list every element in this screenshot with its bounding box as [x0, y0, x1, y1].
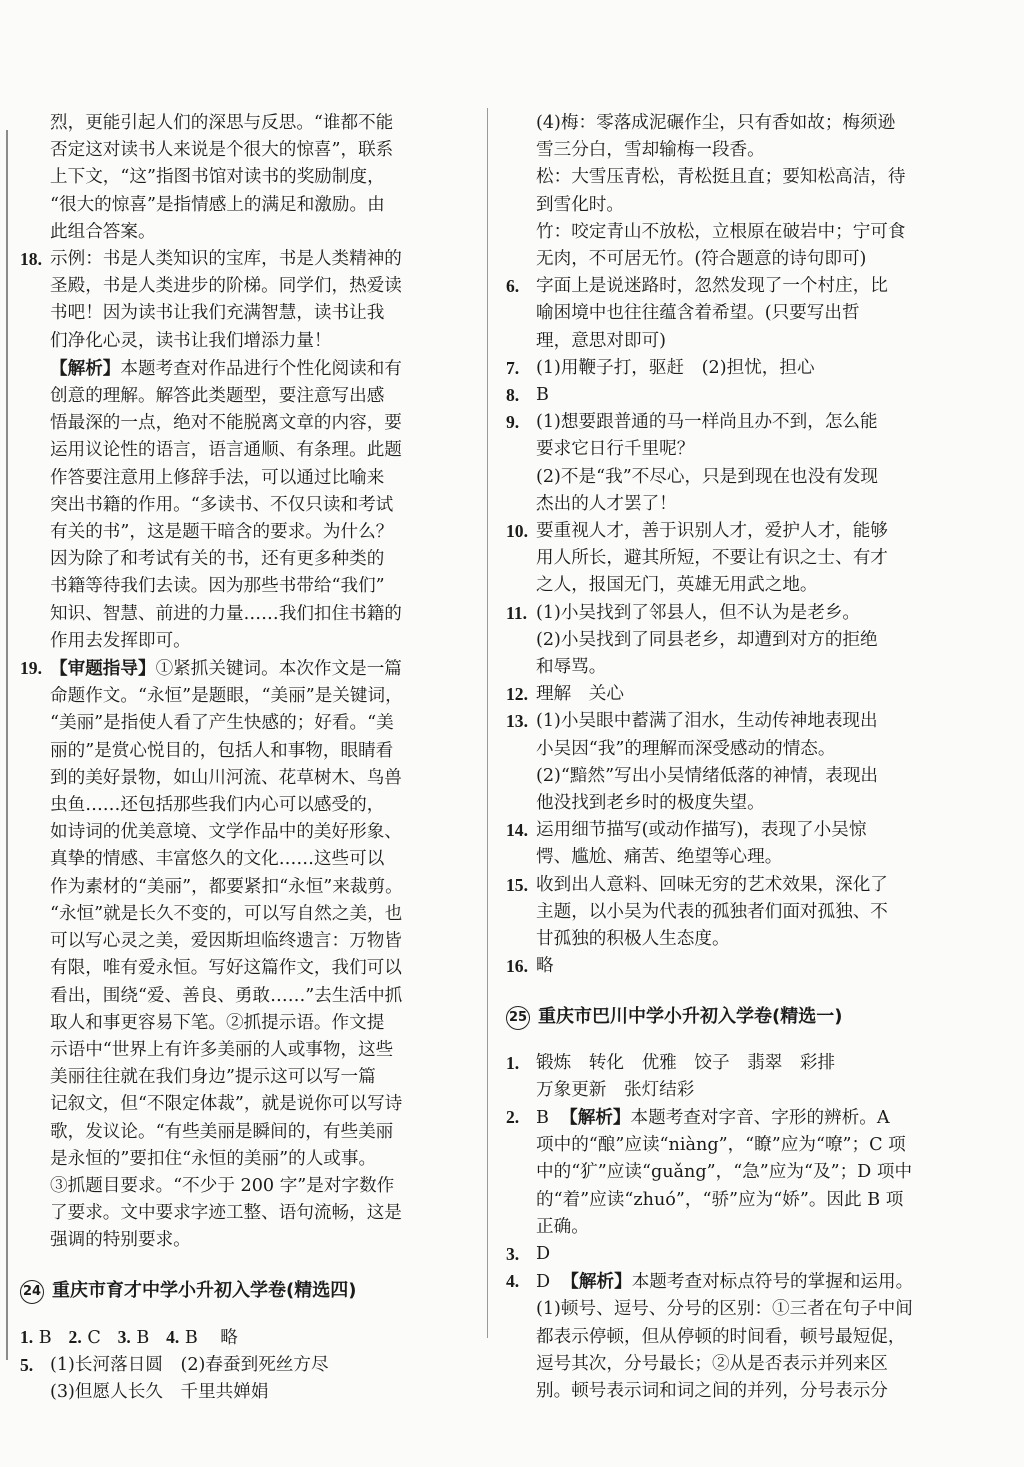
answer-13: [506, 708, 958, 817]
answer-11: [506, 600, 958, 682]
text-line: 记叙文，但“不限定体裁”，就是说你可以写诗: [50, 1094, 403, 1115]
question-number: 4.: [506, 1271, 520, 1292]
question-number: 15.: [506, 874, 528, 895]
text-line: 要重视人才，善于识别人才，爱护人才，能够: [536, 521, 888, 542]
question-number: 3.: [117, 1326, 131, 1347]
answer-5-continuation: [506, 110, 958, 273]
text-line: (2)“黯然”写出小吴情绪低落的神情，表现出: [536, 765, 879, 786]
question-number: 2.: [506, 1106, 520, 1127]
text-line: 无肉，不可居无竹。(符合题意的诗句即可): [536, 249, 867, 270]
text-line: 作答要注意用上修辞手法，可以通过比喻来: [50, 467, 385, 488]
text-line: 上下文，“这”指图书馆对读书的奖励制度，: [50, 167, 385, 188]
answer-s1: [506, 1050, 958, 1104]
text-line: 美丽往往就在我们身边”提示这可以写一篇: [50, 1067, 376, 1088]
analysis-tag: 【解析】: [560, 1106, 631, 1128]
text-line: 略: [536, 956, 554, 977]
answer-value: B: [38, 1327, 52, 1348]
answer-s2: [506, 1104, 958, 1241]
answer-9: [506, 409, 958, 518]
text-line: 突出书籍的作用。“多读书、不仅只读和考试: [50, 494, 394, 515]
question-number: 1.: [506, 1052, 520, 1073]
text-line: (1)顿号、逗号、分号的区别：①三者在句子中间: [536, 1299, 913, 1320]
text-line: (1)想要跟普通的马一样尚且办不到，怎么能: [536, 412, 878, 433]
text-line: 都表示停顿，但从停顿的时间看，顿号最短促，: [536, 1326, 906, 1347]
text-line: 别。顿号表示词和词之间的并列，分号表示分: [536, 1380, 888, 1401]
text-line: 本题考查对字音、字形的辨析。A: [630, 1107, 890, 1128]
text-line: (1)用鞭子打，驱赶 (2)担忧，担心: [536, 357, 815, 378]
text-line: 和辱骂。: [536, 657, 607, 678]
text-line: 书籍等待我们去读。因为那些书带给“我们”: [50, 576, 385, 597]
text-line: 收到出人意料、回味无穷的艺术效果，深化了: [536, 874, 888, 895]
answer-19: [20, 655, 478, 1254]
text-line: 丽的”是赏心悦目的，包括人和事物，眼睛看: [50, 740, 394, 761]
answer-5: [20, 1352, 478, 1406]
answer-s3: [506, 1241, 958, 1268]
text-line: (4)梅：零落成泥碾作尘，只有香如故；梅须逊: [536, 113, 896, 133]
question-number: 11.: [506, 602, 528, 623]
answer-6: [506, 273, 958, 355]
text-line: (1)长河落日圆 (2)春蚕到死丝方尽: [50, 1354, 329, 1375]
question-number: 1.: [20, 1326, 34, 1347]
section-24-title: [20, 1277, 478, 1304]
answer-18: [20, 246, 478, 655]
text-line: 取人和事更容易下笔。②抓提示语。作文提: [50, 1012, 385, 1033]
text-line: 此组合答案。: [50, 221, 156, 242]
answer-15: [506, 872, 958, 954]
answer-12: [506, 681, 958, 708]
text-line: (2)不是“我”不尽心，只是到现在也没有发现: [536, 466, 879, 487]
text-line: 的“着”应读“zhuó”，“骄”应为“娇”。因此 B 项: [536, 1189, 904, 1210]
text-line: (1)小吴眼中蓄满了泪水，生动传神地表现出: [536, 711, 878, 732]
answers-1-4: [20, 1324, 478, 1352]
analysis-tag: 【解析】: [50, 357, 121, 379]
text-line: 理解 关心: [536, 684, 624, 705]
answer-17-continuation: [20, 110, 478, 246]
answer-8: [506, 382, 958, 409]
text-line: ①紧抓关键词。本次作文是一篇: [155, 659, 402, 680]
answer-value: D: [536, 1272, 551, 1293]
guidance-tag: 【审题指导】: [50, 658, 156, 680]
text-line: 正确。: [536, 1216, 589, 1237]
text-line: 创意的理解。解答此类题型，要注意写出感: [50, 386, 385, 407]
text-line: B: [536, 385, 549, 406]
analysis-tag: 【解析】: [561, 1271, 632, 1293]
text-line: 否定这对读书人来说是个很大的惊喜”，联系: [50, 140, 394, 161]
answer-10: [506, 518, 958, 600]
text-line: 竹：咬定青山不放松，立根原在破岩中；宁可食: [536, 221, 906, 242]
answer-value: C: [87, 1327, 101, 1348]
text-line: 因为除了和考试有关的书，还有更多种类的: [50, 549, 385, 570]
text-line: “很大的惊喜”是指情感上的满足和激励。由: [50, 194, 385, 215]
text-line: “美丽”是指使人看了产生快感的；好看。“美: [50, 713, 394, 734]
text-line: (2)小吴找到了同县老乡，却遭到对方的拒绝: [536, 629, 878, 650]
text-line: 们净化心灵，读书让我们增添力量！: [50, 330, 332, 351]
section-number-badge: 24: [20, 1280, 44, 1304]
text-line: 知识、智慧、前进的力量……我们扣住书籍的: [50, 603, 402, 624]
answer-value: B: [136, 1327, 150, 1348]
text-line: 强调的特别要求。: [50, 1230, 191, 1251]
text-line: ③抓题目要求。“不少于 200 字”是对字数作: [50, 1175, 395, 1196]
text-line: 运用议论性的语言，语言通顺、有条理。此题: [50, 440, 402, 461]
text-line: 了要求。文中要求字迹工整、语句流畅，这是: [50, 1203, 402, 1224]
section-number-badge: 25: [506, 1006, 530, 1030]
question-number: 9.: [506, 412, 520, 433]
right-column: [506, 110, 958, 1405]
text-line: 到雪化时。: [536, 194, 624, 215]
text-line: 要求它日行千里呢？: [536, 439, 695, 460]
left-column: [20, 110, 478, 1406]
text-line: 到的美好景物，如山川河流、花草树木、鸟兽: [50, 767, 402, 788]
text-line: 松：大雪压青松，青松挺且直；要知松高洁，待: [536, 167, 906, 188]
text-line: 本题考查对作品进行个性化阅读和有: [120, 358, 402, 379]
question-number: 16.: [506, 956, 528, 977]
text-line: 书吧！因为读书让我们充满智慧，读书让我: [50, 303, 385, 324]
answer-16: [506, 953, 958, 980]
question-number: 4.: [166, 1326, 180, 1347]
text-line: 理，意思对即可): [536, 330, 667, 351]
text-line: 运用细节描写(或动作描写)，表现了小吴惊: [536, 820, 867, 841]
question-number: 2.: [68, 1326, 82, 1347]
text-line: 用人所长，避其所短，不要让有识之士、有才: [536, 548, 888, 569]
answer-value: D: [536, 1243, 551, 1264]
question-number: 7.: [506, 357, 520, 378]
text-line: 项中的“酿”应读“niàng”，“瞭”应为“嘹”；C 项: [536, 1135, 906, 1156]
question-number: 8.: [506, 385, 520, 406]
text-line: 示例：书是人类知识的宝库，书是人类精神的: [50, 249, 402, 270]
text-line: 万象更新 张灯结彩: [536, 1079, 695, 1100]
text-line: 愕、尴尬、痛苦、绝望等心理。: [536, 847, 783, 868]
text-line: 主题，以小吴为代表的孤独者们面对孤独、不: [536, 901, 888, 922]
question-number: 10.: [506, 521, 528, 542]
answer-value: B: [536, 1107, 549, 1128]
text-line: 之人，报国无门，英雄无用武之地。: [536, 575, 818, 596]
text-line: 烈，更能引起人们的深思与反思。“谁都不能: [50, 113, 394, 133]
text-line: 他没找到老乡时的极度失望。: [536, 793, 765, 814]
question-number: 5.: [20, 1354, 34, 1375]
text-line: 有限，唯有爱永恒。写好这篇作文，我们可以: [50, 958, 402, 979]
text-line: 甘孤独的积极人生态度。: [536, 929, 730, 950]
text-line: 字面上是说迷路时，忽然发现了一个村庄，比: [536, 276, 888, 297]
text-line: 如诗词的优美意境、文学作品中的美好形象、: [50, 822, 402, 843]
answer-value: 略: [220, 1327, 238, 1348]
answer-7: [506, 355, 958, 382]
text-line: 命题作文。“永恒”是题眼，“美丽”是关键词，: [50, 686, 403, 707]
question-number: 18.: [20, 249, 42, 270]
text-line: “永恒”就是长久不变的，可以写自然之美，也: [50, 903, 403, 924]
question-number: 19.: [20, 658, 42, 679]
text-line: (1)小吴找到了邻县人，但不认为是老乡。: [536, 602, 861, 623]
text-line: 中的“犷”应读“guǎng”，“急”应为“及”；D 项中: [536, 1162, 913, 1183]
text-line: 看出，围绕“爱、善良、勇敢……”去生活中抓: [50, 985, 403, 1006]
text-line: 可以写心灵之美，爱因斯坦临终遗言：万物皆: [50, 931, 402, 952]
text-line: 示语中“世界上有许多美丽的人或事物，这些: [50, 1039, 394, 1060]
question-number: 12.: [506, 684, 528, 705]
question-number: 6.: [506, 276, 520, 297]
text-line: 歌，发议论。“有些美丽是瞬间的，有些美丽: [50, 1121, 394, 1142]
text-line: 杰出的人才罢了！: [536, 493, 677, 514]
question-number: 14.: [506, 820, 528, 841]
text-line: 小吴因“我”的理解而深受感动的情态。: [536, 738, 836, 759]
section-title-text: 重庆市育才中学小升初入学卷(精选四): [52, 1279, 357, 1301]
column-divider: [487, 108, 488, 1338]
text-line: 喻困境中也往往蕴含着希望。(只要写出哲: [536, 303, 860, 324]
text-line: 是永恒的”要扣住“永恒的美丽”的人或事。: [50, 1148, 377, 1169]
text-line: 本题考查对标点符号的掌握和运用。: [631, 1272, 914, 1293]
section-25-title: [506, 1003, 958, 1030]
answer-value: B: [184, 1327, 198, 1348]
question-number: 3.: [506, 1243, 520, 1264]
text-line: 悟最深的一点，绝对不能脱离文章的内容，要: [50, 413, 402, 434]
text-line: 虫鱼……还包括那些我们内心可以感受的，: [50, 795, 385, 816]
text-line: 锻炼 转化 优雅 饺子 翡翠 彩排: [536, 1052, 836, 1073]
question-number: 13.: [506, 711, 528, 732]
text-line: 真挚的情感、丰富悠久的文化……这些可以: [50, 849, 385, 870]
binding-edge: [6, 130, 8, 1360]
section-title-text: 重庆市巴川中学小升初入学卷(精选一): [538, 1005, 843, 1027]
text-line: 有关的书”，这是题干暗含的要求。为什么？: [50, 522, 394, 543]
text-line: 作用去发挥即可。: [50, 630, 191, 651]
answer-s4: [506, 1268, 958, 1405]
answer-14: [506, 817, 958, 871]
text-line: 作为素材的“美丽”，都要紧扣“永恒”来裁剪。: [50, 876, 403, 897]
text-line: (3)但愿人长久 千里共婵娟: [50, 1381, 269, 1402]
text-line: 雪三分白，雪却输梅一段香。: [536, 140, 765, 161]
text-line: 逗号其次，分号最长；②从是否表示并列来区: [536, 1353, 888, 1374]
text-line: 圣殿，书是人类进步的阶梯。同学们，热爱读: [50, 276, 402, 297]
